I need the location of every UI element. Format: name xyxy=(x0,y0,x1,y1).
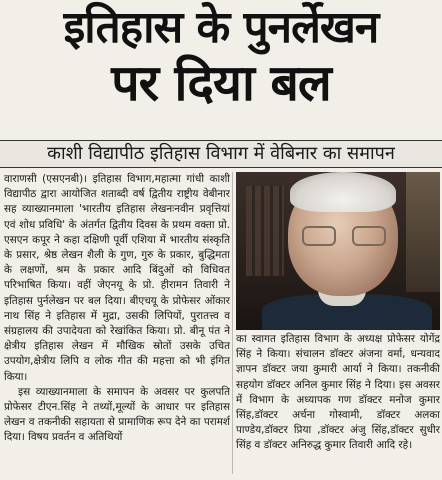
article-paragraph-1: वाराणसी (एसएनबी)। इतिहास विभाग,महात्मा गांधी काशी विद्यापीठ द्वारा आयोजित शताब्दी वर्ष द्वितीय राष्ट्रीय वेबीनार सह व्याख्यानमाला 'भारतीय इतिहास लेखनःनवीन प्रवृत्तियां एवं शोध प्रविधि' के अंतर्गत द्वितीय दिवस के प्रथम वक्ता प्रो. एसएन कपूर ने कहा दक्षिणी पूर्वी एशिया में भारतीय संस्कृति के प्रसार, श्रेष्ठ लेखन शैली के गुण, गुरु के प्रकार, बुद्धिमता के लक्षणों, श्रम के प्रकार आदि बिंदुओं को विधिवत परिभाषित किया। वहीं जेएनयू के प्रो. हीरामन तिवारी ने इतिहास पुर्नलेखन पर बल दिया। बीएचयू के प्रोफेसर ओंकार नाथ सिंह ने इतिहास में मुद्रा, उसकी लिपियों, पुरातत्त्व व संग्रहालय की उपादेयता को रेखांकित किया। प्रो. बीनू पंत ने क्षेत्रीय इतिहास लेखन में मौखिक स्रोतों उसके उचित उपयोग,क्षेत्रीय लिपि व लोक गीत की महत्ता को भी इंगित किया। xyxy=(4,173,230,383)
subheadline: काशी विद्यापीठ इतिहास विभाग में वेबिनार का समापन xyxy=(0,140,442,168)
glasses-icon xyxy=(302,226,386,248)
column-divider xyxy=(232,172,233,474)
article-left-column xyxy=(4,172,230,474)
article-paragraph-3: का स्वागत इतिहास विभाग के अध्यक्ष प्रोफेसर योगेंद्र सिंह ने किया। संचालन डॉक्टर अंजना वर्मा, धन्यवाद ज्ञापन डॉक्टर जया कुमारी आर्या ने किया। तकनीकी सहयोग डॉक्टर अनिल कुमार सिंह ने दिया। इस अवसर में विभाग के अध्यापक गण डॉक्टर मनोज कुमार सिंह,डॉक्टर अर्चना गोस्वामी, डॉक्टर अलका पाण्डेय,डॉक्टर प्रिया ,डॉक्टर अंजु सिंह,डॉक्टर सुधीर सिंह व डॉक्टर अनिरुद्ध कुमार तिवारी आदि रहे। xyxy=(236,333,440,452)
headline-line-1: इतिहास के पुनर्लेखन xyxy=(63,2,379,53)
headline-line-2: पर दिया बल xyxy=(111,54,331,112)
article-right-column xyxy=(236,332,440,474)
portrait-photo xyxy=(236,172,440,330)
article-paragraph-2: इस व्याख्यानमाला के समापन के अवसर पर कुलपति प्रोफेसर टीएन.सिंह ने तथ्यों,मूल्यों के आधार पर इतिहास लेखन व तकनीकी सहायता से प्रामाणिक रूप देने का परामर्श दिया। विषय प्रवर्तन व अतिथियों xyxy=(4,385,230,444)
window-background xyxy=(406,172,440,292)
hair-shape xyxy=(290,172,396,212)
bookshelf-background xyxy=(246,186,284,276)
